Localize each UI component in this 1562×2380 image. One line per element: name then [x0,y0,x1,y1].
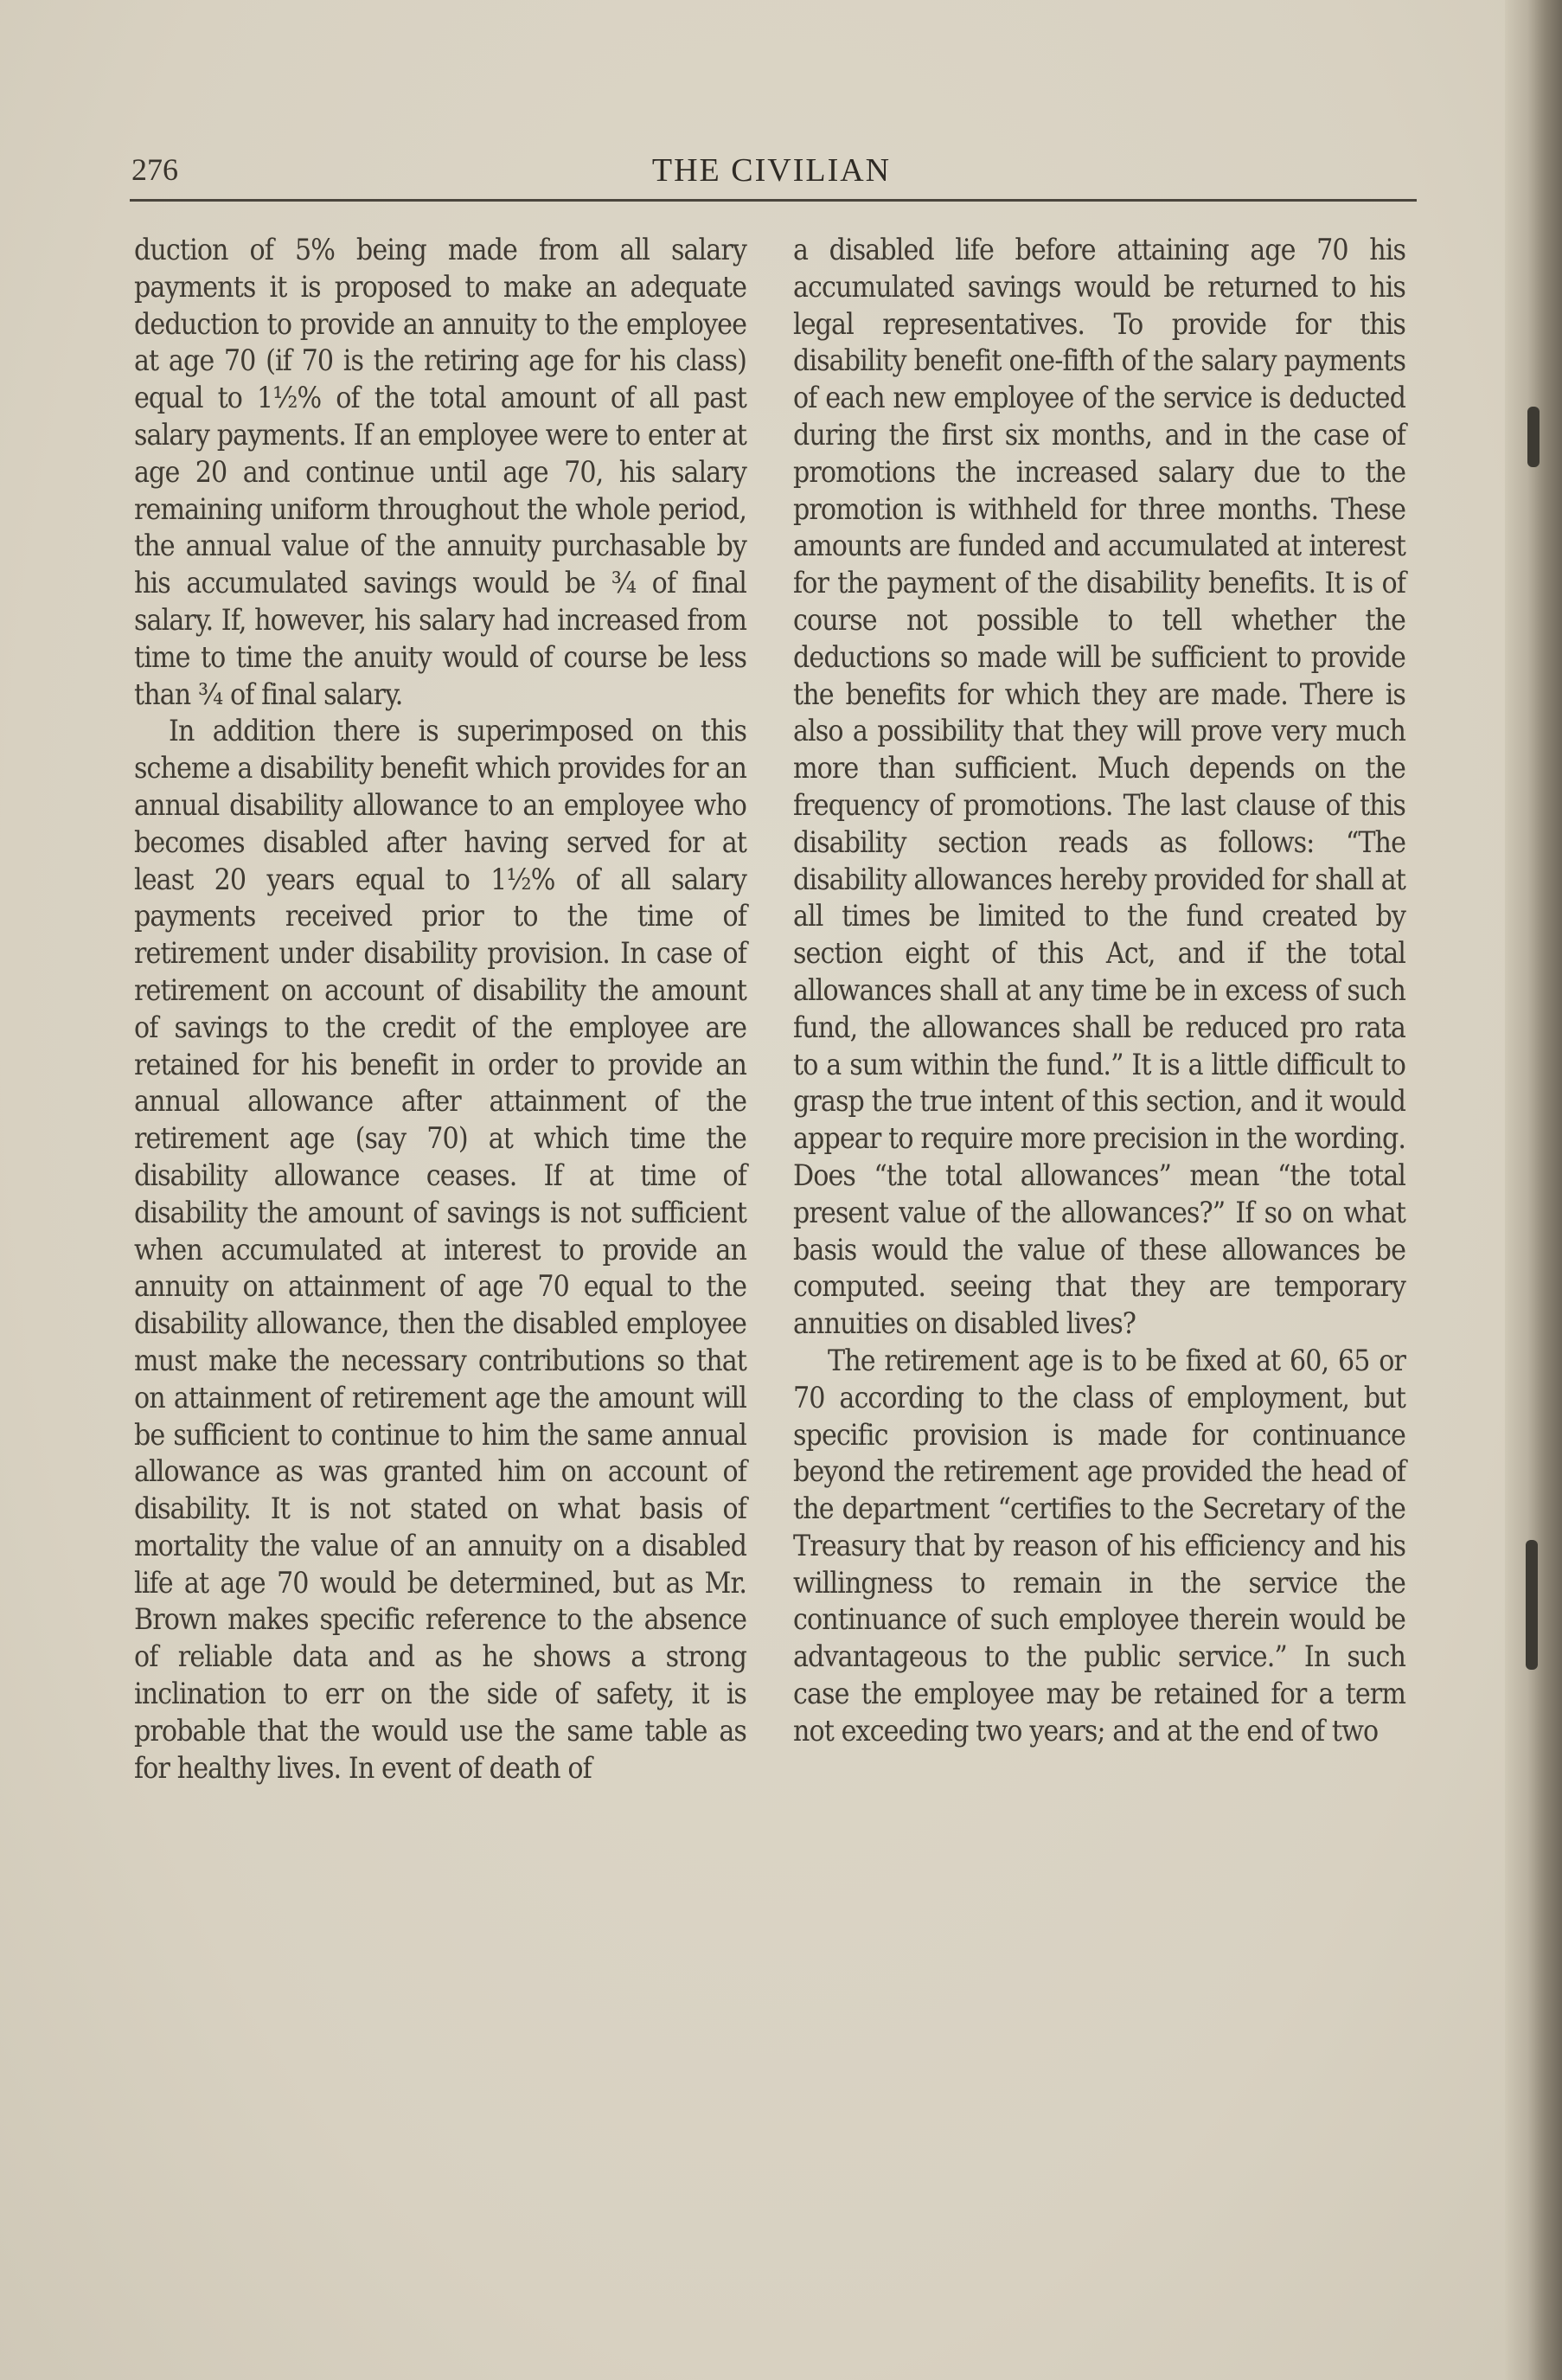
book-spine [1505,0,1562,2380]
binding-mark [1526,1540,1538,1670]
left-paragraph-1: duction of 5% being made from all salary payments it is proposed to make an adequate deduction to provide an annuity to the employee at age 70 (if 70 is the retiring age for his class) equal to 1½% of the total amount of all past salary payments. If an employee were to enter at age 20 and continue until age 70, his salary remaining uniform throughout the whole period, the annual value of the annuity purchasable by his accumulated savings would be ¾ of final salary. If, however, his salary had increased from time to time the anuity would of course be less than ¾ of final salary. [134,233,746,711]
left-paragraph-2: In addition there is superimposed on this scheme a disability benefit which provides for an annual disability allowance to an employee who becomes disabled after having served for at least 20 years equal to 1½% of all salary payments received prior to the time of retirement under disability provision. In case of retirement on account of disability the amount of savings to the credit of the employee are retained for his benefit in order to provide an annual allowance after attainment of the retirement age (say 70) at which time the disability allowance ceases. If at time of disability the amount of savings is not sufficient when accumulated at interest to provide an annuity on attainment of age 70 equal to the disability allowance, then the disabled employee must make the necessary contributions so that on attainment of retirement age the amount will be sufficient to continue to him the same annual allowance as was granted him on account of disability. It is not stated on what basis of mortality the value of an annuity on a disabled life at age 70 would be determined, but as Mr. Brown makes specific reference to the absence of reliable data and as he shows a strong inclination to err on the side of safety, it is probable that the would use the same table as for healthy lives. In event of death of [134,714,746,1785]
header-rule [130,199,1417,202]
page-number: 276 [131,152,178,187]
running-title: THE CIVILIAN [651,152,892,189]
binding-mark [1527,407,1540,467]
right-paragraph-1: a disabled life before attaining age 70 his accumulated savings would be returned to his legal representatives. To provide for this disability benefit one-fifth of the salary payments of each new employee of the service is deducted during the first six months, and in the case of promotions the increased salary due to the promotion is withheld for three months. These amounts are funded and accumulated at interest for the payment of the disability benefits. It is of course not possible to tell whether the deductions so made will be sufficient to provide the benefits for which they are made. There is also a possibility that they will prove very much more than sufficient. Much depends on the frequency of promotions. The last clause of this disability section reads as follows: “The disability allowances hereby provided for shall at all times be limited to the fund created by section eight of this Act, and if the total allowances shall at any time be in excess of such fund, the allowances shall be reduced pro rata to a sum within the fund.” It is a little difficult to grasp the true intent of this section, and it would appear to require more precision in the wording. Does “the total allowances” mean “the total present value of the allowances?” If so on what basis would the value of these allowances be computed. seeing that they are temporary annuities on disabled lives? [793,233,1405,1341]
page-header [131,151,1412,195]
right-paragraph-2: The retirement age is to be fixed at 60, 65 or 70 according to the class of employment, but specific provision is made for continuance beyond the retirement age provided the head of the department “certifies to the Secretary of the Treasury that by reason of his efficiency and his willingness to remain in the service the continuance of such employee therein would be advantageous to the public service.” In such case the employee may be retained for a term not exceeding two years; and at the end of two [793,1343,1405,1748]
left-column [134,232,746,2282]
right-column [793,232,1405,2282]
